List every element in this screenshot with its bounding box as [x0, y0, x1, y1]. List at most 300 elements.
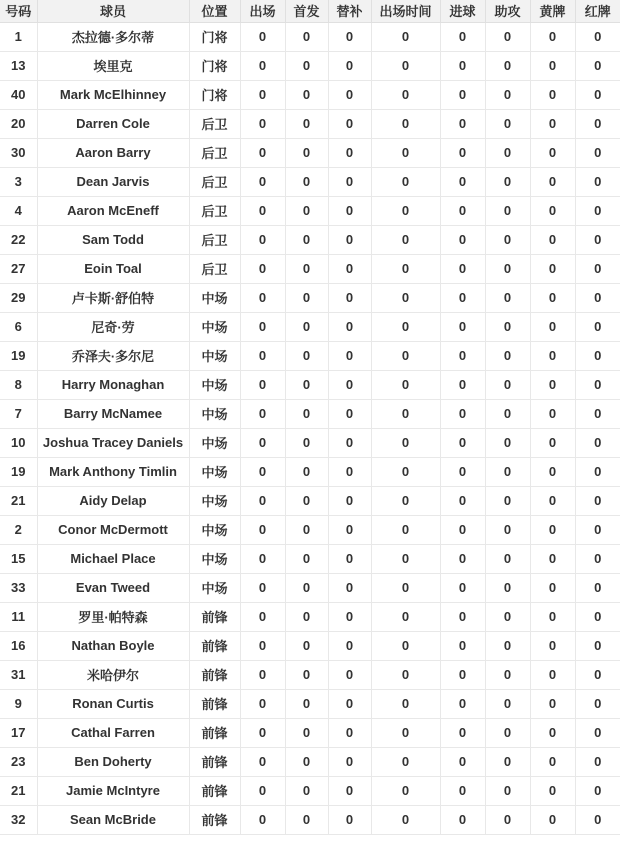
cell-substitute: 0	[328, 167, 371, 196]
cell-number: 8	[0, 370, 37, 399]
cell-red-cards: 0	[575, 167, 620, 196]
cell-appearances: 0	[240, 805, 285, 834]
cell-red-cards: 0	[575, 80, 620, 109]
cell-yellow-cards: 0	[530, 109, 575, 138]
cell-yellow-cards: 0	[530, 457, 575, 486]
cell-red-cards: 0	[575, 718, 620, 747]
column-header-position: 位置	[189, 0, 240, 22]
cell-player: Dean Jarvis	[37, 167, 189, 196]
cell-red-cards: 0	[575, 254, 620, 283]
cell-substitute: 0	[328, 109, 371, 138]
table-header	[0, 0, 620, 22]
cell-player: Mark McElhinney	[37, 80, 189, 109]
cell-substitute: 0	[328, 196, 371, 225]
cell-red-cards: 0	[575, 660, 620, 689]
cell-player: 罗里·帕特森	[37, 602, 189, 631]
cell-red-cards: 0	[575, 370, 620, 399]
cell-starts: 0	[285, 399, 328, 428]
cell-yellow-cards: 0	[530, 631, 575, 660]
column-header-number: 号码	[0, 0, 37, 22]
cell-red-cards: 0	[575, 51, 620, 80]
cell-player: Ronan Curtis	[37, 689, 189, 718]
cell-red-cards: 0	[575, 602, 620, 631]
cell-goals: 0	[440, 167, 485, 196]
cell-number: 40	[0, 80, 37, 109]
cell-number: 7	[0, 399, 37, 428]
cell-player: Jamie McIntyre	[37, 776, 189, 805]
cell-minutes: 0	[371, 22, 440, 51]
cell-red-cards: 0	[575, 486, 620, 515]
cell-assists: 0	[485, 515, 530, 544]
table-row	[0, 254, 620, 283]
cell-player: Barry McNamee	[37, 399, 189, 428]
cell-starts: 0	[285, 573, 328, 602]
cell-goals: 0	[440, 602, 485, 631]
cell-assists: 0	[485, 254, 530, 283]
cell-assists: 0	[485, 225, 530, 254]
cell-player: 埃里克	[37, 51, 189, 80]
cell-assists: 0	[485, 370, 530, 399]
cell-appearances: 0	[240, 225, 285, 254]
cell-yellow-cards: 0	[530, 486, 575, 515]
column-header-player: 球员	[37, 0, 189, 22]
cell-number: 29	[0, 283, 37, 312]
cell-goals: 0	[440, 370, 485, 399]
cell-minutes: 0	[371, 631, 440, 660]
cell-substitute: 0	[328, 660, 371, 689]
column-header-yellow-cards: 黄牌	[530, 0, 575, 22]
cell-position: 中场	[189, 573, 240, 602]
cell-assists: 0	[485, 660, 530, 689]
cell-minutes: 0	[371, 109, 440, 138]
table-row	[0, 370, 620, 399]
cell-number: 4	[0, 196, 37, 225]
cell-minutes: 0	[371, 515, 440, 544]
table-row	[0, 573, 620, 602]
cell-substitute: 0	[328, 602, 371, 631]
cell-substitute: 0	[328, 341, 371, 370]
column-header-minutes: 出场时间	[371, 0, 440, 22]
cell-position: 前锋	[189, 689, 240, 718]
cell-appearances: 0	[240, 486, 285, 515]
cell-minutes: 0	[371, 80, 440, 109]
cell-assists: 0	[485, 167, 530, 196]
cell-goals: 0	[440, 312, 485, 341]
cell-number: 32	[0, 805, 37, 834]
cell-goals: 0	[440, 283, 485, 312]
cell-red-cards: 0	[575, 805, 620, 834]
cell-goals: 0	[440, 776, 485, 805]
cell-position: 中场	[189, 370, 240, 399]
cell-substitute: 0	[328, 51, 371, 80]
cell-minutes: 0	[371, 341, 440, 370]
cell-appearances: 0	[240, 22, 285, 51]
cell-starts: 0	[285, 80, 328, 109]
cell-minutes: 0	[371, 370, 440, 399]
cell-player: 卢卡斯·舒伯特	[37, 283, 189, 312]
cell-number: 19	[0, 341, 37, 370]
cell-starts: 0	[285, 747, 328, 776]
cell-yellow-cards: 0	[530, 399, 575, 428]
cell-assists: 0	[485, 138, 530, 167]
cell-number: 17	[0, 718, 37, 747]
cell-yellow-cards: 0	[530, 602, 575, 631]
table-row	[0, 167, 620, 196]
cell-position: 前锋	[189, 631, 240, 660]
column-header-assists: 助攻	[485, 0, 530, 22]
cell-yellow-cards: 0	[530, 776, 575, 805]
cell-red-cards: 0	[575, 312, 620, 341]
cell-yellow-cards: 0	[530, 51, 575, 80]
cell-assists: 0	[485, 689, 530, 718]
cell-starts: 0	[285, 22, 328, 51]
cell-substitute: 0	[328, 80, 371, 109]
table-row	[0, 747, 620, 776]
cell-red-cards: 0	[575, 515, 620, 544]
cell-yellow-cards: 0	[530, 225, 575, 254]
cell-number: 27	[0, 254, 37, 283]
cell-starts: 0	[285, 312, 328, 341]
cell-minutes: 0	[371, 254, 440, 283]
cell-player: Aaron Barry	[37, 138, 189, 167]
cell-starts: 0	[285, 370, 328, 399]
cell-red-cards: 0	[575, 631, 620, 660]
cell-yellow-cards: 0	[530, 138, 575, 167]
cell-assists: 0	[485, 602, 530, 631]
cell-goals: 0	[440, 457, 485, 486]
cell-position: 中场	[189, 486, 240, 515]
cell-assists: 0	[485, 544, 530, 573]
table-row	[0, 109, 620, 138]
cell-yellow-cards: 0	[530, 283, 575, 312]
cell-substitute: 0	[328, 399, 371, 428]
cell-appearances: 0	[240, 689, 285, 718]
cell-assists: 0	[485, 109, 530, 138]
cell-player: 米哈伊尔	[37, 660, 189, 689]
cell-minutes: 0	[371, 747, 440, 776]
cell-appearances: 0	[240, 428, 285, 457]
cell-substitute: 0	[328, 370, 371, 399]
cell-position: 后卫	[189, 196, 240, 225]
cell-goals: 0	[440, 718, 485, 747]
cell-goals: 0	[440, 80, 485, 109]
table-row	[0, 22, 620, 51]
cell-appearances: 0	[240, 312, 285, 341]
cell-position: 门将	[189, 22, 240, 51]
cell-appearances: 0	[240, 660, 285, 689]
cell-position: 前锋	[189, 805, 240, 834]
cell-red-cards: 0	[575, 196, 620, 225]
table-row	[0, 660, 620, 689]
cell-red-cards: 0	[575, 747, 620, 776]
cell-goals: 0	[440, 486, 485, 515]
cell-red-cards: 0	[575, 399, 620, 428]
cell-number: 9	[0, 689, 37, 718]
cell-starts: 0	[285, 283, 328, 312]
cell-appearances: 0	[240, 370, 285, 399]
table-row	[0, 457, 620, 486]
cell-player: Aaron McEneff	[37, 196, 189, 225]
cell-assists: 0	[485, 80, 530, 109]
cell-minutes: 0	[371, 660, 440, 689]
cell-number: 11	[0, 602, 37, 631]
cell-minutes: 0	[371, 312, 440, 341]
cell-appearances: 0	[240, 631, 285, 660]
column-header-red-cards: 红牌	[575, 0, 620, 22]
cell-assists: 0	[485, 196, 530, 225]
cell-yellow-cards: 0	[530, 80, 575, 109]
table-row	[0, 138, 620, 167]
cell-position: 中场	[189, 515, 240, 544]
cell-yellow-cards: 0	[530, 573, 575, 602]
cell-player: Harry Monaghan	[37, 370, 189, 399]
table-row	[0, 544, 620, 573]
cell-position: 后卫	[189, 138, 240, 167]
cell-substitute: 0	[328, 428, 371, 457]
cell-number: 20	[0, 109, 37, 138]
cell-minutes: 0	[371, 428, 440, 457]
cell-minutes: 0	[371, 196, 440, 225]
cell-assists: 0	[485, 312, 530, 341]
cell-player: Joshua Tracey Daniels	[37, 428, 189, 457]
cell-player: Cathal Farren	[37, 718, 189, 747]
cell-player: Eoin Toal	[37, 254, 189, 283]
cell-position: 后卫	[189, 109, 240, 138]
cell-minutes: 0	[371, 457, 440, 486]
table-row	[0, 718, 620, 747]
cell-starts: 0	[285, 660, 328, 689]
cell-yellow-cards: 0	[530, 167, 575, 196]
cell-player: Sam Todd	[37, 225, 189, 254]
cell-assists: 0	[485, 631, 530, 660]
cell-position: 中场	[189, 283, 240, 312]
table-row	[0, 196, 620, 225]
cell-number: 21	[0, 776, 37, 805]
cell-starts: 0	[285, 167, 328, 196]
cell-red-cards: 0	[575, 428, 620, 457]
cell-goals: 0	[440, 254, 485, 283]
cell-minutes: 0	[371, 486, 440, 515]
cell-position: 前锋	[189, 747, 240, 776]
cell-goals: 0	[440, 22, 485, 51]
table-row	[0, 486, 620, 515]
table-row	[0, 51, 620, 80]
cell-starts: 0	[285, 225, 328, 254]
cell-starts: 0	[285, 544, 328, 573]
cell-player: 乔泽夫·多尔尼	[37, 341, 189, 370]
column-header-goals: 进球	[440, 0, 485, 22]
cell-number: 19	[0, 457, 37, 486]
cell-starts: 0	[285, 805, 328, 834]
cell-red-cards: 0	[575, 573, 620, 602]
cell-player: Darren Cole	[37, 109, 189, 138]
cell-starts: 0	[285, 196, 328, 225]
cell-goals: 0	[440, 428, 485, 457]
cell-position: 前锋	[189, 602, 240, 631]
cell-goals: 0	[440, 515, 485, 544]
cell-position: 门将	[189, 51, 240, 80]
cell-minutes: 0	[371, 602, 440, 631]
cell-yellow-cards: 0	[530, 22, 575, 51]
cell-position: 中场	[189, 312, 240, 341]
cell-yellow-cards: 0	[530, 660, 575, 689]
cell-starts: 0	[285, 689, 328, 718]
cell-number: 21	[0, 486, 37, 515]
cell-yellow-cards: 0	[530, 805, 575, 834]
table-row	[0, 602, 620, 631]
cell-minutes: 0	[371, 776, 440, 805]
header-row	[0, 0, 620, 22]
cell-player: Ben Doherty	[37, 747, 189, 776]
cell-substitute: 0	[328, 457, 371, 486]
cell-number: 3	[0, 167, 37, 196]
cell-substitute: 0	[328, 515, 371, 544]
cell-appearances: 0	[240, 51, 285, 80]
cell-appearances: 0	[240, 283, 285, 312]
cell-number: 1	[0, 22, 37, 51]
table-row	[0, 428, 620, 457]
cell-substitute: 0	[328, 312, 371, 341]
cell-red-cards: 0	[575, 225, 620, 254]
table-row	[0, 805, 620, 834]
cell-position: 中场	[189, 428, 240, 457]
table-row	[0, 80, 620, 109]
table-row	[0, 515, 620, 544]
cell-position: 前锋	[189, 776, 240, 805]
table-row	[0, 283, 620, 312]
cell-appearances: 0	[240, 544, 285, 573]
table-row	[0, 399, 620, 428]
cell-goals: 0	[440, 689, 485, 718]
cell-assists: 0	[485, 486, 530, 515]
cell-yellow-cards: 0	[530, 370, 575, 399]
cell-red-cards: 0	[575, 776, 620, 805]
cell-minutes: 0	[371, 805, 440, 834]
cell-position: 后卫	[189, 225, 240, 254]
cell-appearances: 0	[240, 718, 285, 747]
cell-substitute: 0	[328, 689, 371, 718]
cell-yellow-cards: 0	[530, 312, 575, 341]
cell-yellow-cards: 0	[530, 515, 575, 544]
cell-substitute: 0	[328, 254, 371, 283]
cell-starts: 0	[285, 718, 328, 747]
cell-position: 中场	[189, 399, 240, 428]
table-row	[0, 689, 620, 718]
cell-starts: 0	[285, 486, 328, 515]
cell-position: 中场	[189, 457, 240, 486]
cell-substitute: 0	[328, 573, 371, 602]
cell-yellow-cards: 0	[530, 544, 575, 573]
cell-player: Evan Tweed	[37, 573, 189, 602]
cell-assists: 0	[485, 718, 530, 747]
table-row	[0, 225, 620, 254]
cell-substitute: 0	[328, 631, 371, 660]
cell-player: Nathan Boyle	[37, 631, 189, 660]
cell-yellow-cards: 0	[530, 747, 575, 776]
cell-substitute: 0	[328, 138, 371, 167]
cell-substitute: 0	[328, 486, 371, 515]
cell-starts: 0	[285, 341, 328, 370]
table-row	[0, 312, 620, 341]
cell-substitute: 0	[328, 283, 371, 312]
cell-goals: 0	[440, 660, 485, 689]
cell-red-cards: 0	[575, 22, 620, 51]
cell-appearances: 0	[240, 573, 285, 602]
cell-player: 杰拉德·多尔蒂	[37, 22, 189, 51]
cell-appearances: 0	[240, 399, 285, 428]
cell-goals: 0	[440, 196, 485, 225]
table-row	[0, 631, 620, 660]
cell-appearances: 0	[240, 109, 285, 138]
cell-appearances: 0	[240, 602, 285, 631]
cell-assists: 0	[485, 776, 530, 805]
cell-starts: 0	[285, 51, 328, 80]
cell-starts: 0	[285, 457, 328, 486]
cell-number: 2	[0, 515, 37, 544]
cell-starts: 0	[285, 631, 328, 660]
cell-assists: 0	[485, 341, 530, 370]
cell-substitute: 0	[328, 718, 371, 747]
table-row	[0, 776, 620, 805]
cell-position: 门将	[189, 80, 240, 109]
cell-appearances: 0	[240, 747, 285, 776]
cell-player: Sean McBride	[37, 805, 189, 834]
cell-assists: 0	[485, 747, 530, 776]
cell-goals: 0	[440, 225, 485, 254]
cell-goals: 0	[440, 138, 485, 167]
cell-starts: 0	[285, 138, 328, 167]
cell-minutes: 0	[371, 167, 440, 196]
column-header-appearances: 出场	[240, 0, 285, 22]
cell-appearances: 0	[240, 80, 285, 109]
cell-assists: 0	[485, 428, 530, 457]
cell-minutes: 0	[371, 718, 440, 747]
cell-minutes: 0	[371, 138, 440, 167]
cell-substitute: 0	[328, 22, 371, 51]
cell-number: 31	[0, 660, 37, 689]
cell-minutes: 0	[371, 573, 440, 602]
cell-assists: 0	[485, 399, 530, 428]
cell-appearances: 0	[240, 341, 285, 370]
cell-number: 15	[0, 544, 37, 573]
cell-goals: 0	[440, 399, 485, 428]
cell-player: Michael Place	[37, 544, 189, 573]
cell-minutes: 0	[371, 689, 440, 718]
cell-substitute: 0	[328, 747, 371, 776]
cell-minutes: 0	[371, 283, 440, 312]
cell-position: 后卫	[189, 254, 240, 283]
cell-starts: 0	[285, 109, 328, 138]
cell-number: 33	[0, 573, 37, 602]
cell-position: 后卫	[189, 167, 240, 196]
cell-red-cards: 0	[575, 283, 620, 312]
cell-player: Mark Anthony Timlin	[37, 457, 189, 486]
cell-appearances: 0	[240, 776, 285, 805]
cell-yellow-cards: 0	[530, 718, 575, 747]
column-header-starts: 首发	[285, 0, 328, 22]
cell-minutes: 0	[371, 544, 440, 573]
cell-goals: 0	[440, 544, 485, 573]
cell-number: 10	[0, 428, 37, 457]
cell-appearances: 0	[240, 138, 285, 167]
cell-assists: 0	[485, 805, 530, 834]
cell-assists: 0	[485, 22, 530, 51]
cell-appearances: 0	[240, 196, 285, 225]
cell-goals: 0	[440, 573, 485, 602]
cell-starts: 0	[285, 515, 328, 544]
cell-assists: 0	[485, 283, 530, 312]
cell-yellow-cards: 0	[530, 196, 575, 225]
